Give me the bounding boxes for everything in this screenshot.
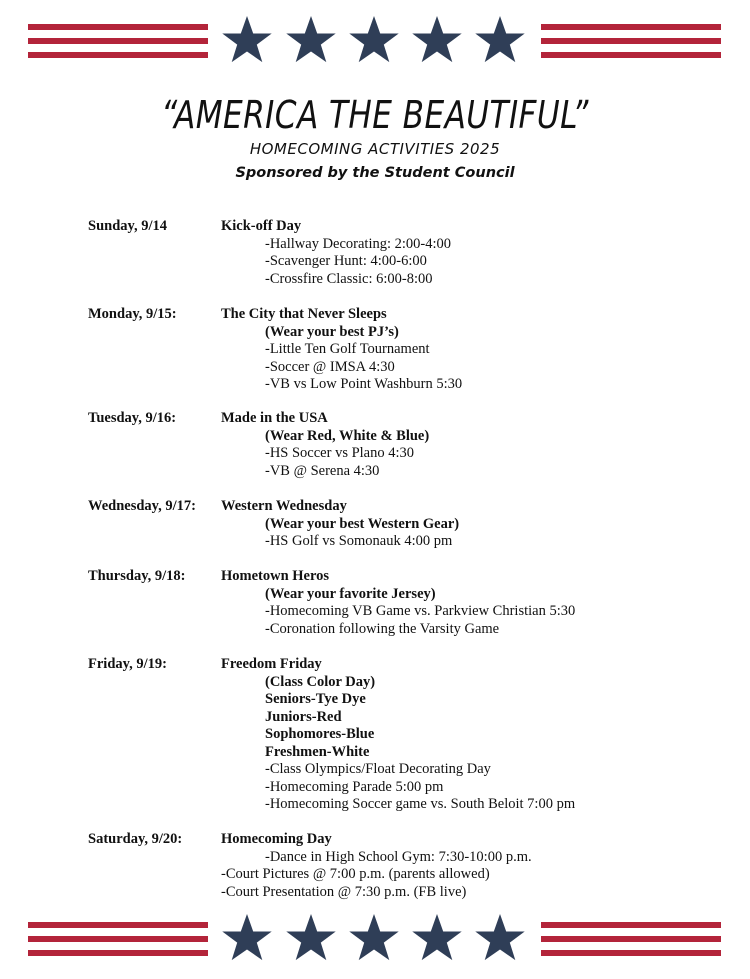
day-note: (Wear your best Western Gear): [265, 515, 460, 532]
day-note: Juniors-Red: [265, 708, 342, 725]
day-theme: Homecoming Day: [221, 831, 332, 847]
day-theme: Hometown Heros: [221, 568, 330, 584]
day-note: (Class Color Day): [265, 673, 376, 690]
stars-row: [212, 908, 537, 968]
day-label: Tuesday, 9/16:: [88, 410, 177, 426]
event-item: -HS Golf vs Somonauk 4:00 pm: [265, 533, 453, 549]
event-item: -HS Soccer vs Plano 4:30: [265, 445, 415, 461]
sponsor-line: Sponsored by the Student Council: [235, 165, 515, 181]
title-block: [0, 92, 750, 184]
day-theme: Kick-off Day: [221, 218, 302, 234]
day-label: Sunday, 9/14: [88, 218, 167, 234]
day-monday: [88, 306, 462, 394]
star-icon: [475, 16, 524, 62]
day-theme: Western Wednesday: [221, 498, 347, 514]
day-label: Friday, 9/19:: [88, 656, 167, 672]
day-theme: Freedom Friday: [221, 656, 322, 672]
stars-row: [212, 10, 537, 70]
left-stripes: [28, 922, 208, 956]
star-icon: [222, 16, 271, 62]
right-stripes: [541, 24, 721, 58]
day-label: Wednesday, 9/17:: [88, 498, 196, 514]
day-friday: [88, 656, 575, 814]
day-wednesday: [88, 498, 459, 551]
event-item: -Court Presentation @ 7:30 p.m. (FB live): [221, 883, 467, 900]
day-note: Sophomores-Blue: [265, 726, 375, 742]
event-item: -VB @ Serena 4:30: [265, 462, 380, 479]
day-note: Freshmen-White: [265, 743, 370, 760]
day-theme: Made in the USA: [221, 410, 328, 426]
star-icon: [286, 16, 335, 62]
day-note: (Wear Red, White & Blue): [265, 427, 430, 444]
day-label: Monday, 9/15:: [88, 306, 177, 322]
day-thursday: [88, 568, 575, 638]
star-icon: [349, 16, 398, 62]
event-item: -Homecoming Soccer game vs. South Beloit 7:00 pm: [265, 796, 576, 812]
day-theme: The City that Never Sleeps: [221, 306, 387, 322]
star-icon: [286, 914, 335, 960]
event-item: -Homecoming VB Game vs. Parkview Christian 5:30: [265, 603, 576, 619]
page-title: “AMERICA THE BEAUTIFUL”: [161, 93, 589, 137]
day-tuesday: [88, 410, 429, 480]
left-stripes: [28, 24, 208, 58]
event-item: -Court Pictures @ 7:00 p.m. (parents allowed): [221, 866, 490, 882]
star-icon: [412, 16, 461, 62]
event-item: -Soccer @ IMSA 4:30: [265, 358, 395, 375]
event-item: -Hallway Decorating: 2:00-4:00: [265, 235, 452, 252]
event-item: -Dance in High School Gym: 7:30-10:00 p.m.: [265, 848, 532, 865]
day-sunday: [88, 218, 451, 288]
star-icon: [412, 914, 461, 960]
event-item: -Class Olympics/Float Decorating Day: [265, 761, 491, 777]
day-note: (Wear your best PJ’s): [265, 323, 399, 340]
bottom-banner: [0, 908, 750, 968]
event-item: -Little Ten Golf Tournament: [265, 341, 430, 357]
day-label: Thursday, 9/18:: [88, 568, 186, 584]
star-icon: [222, 914, 271, 960]
day-label: Saturday, 9/20:: [88, 831, 183, 847]
event-item: -VB vs Low Point Washburn 5:30: [265, 376, 463, 392]
day-note: (Wear your favorite Jersey): [265, 585, 436, 602]
day-saturday: [88, 831, 532, 901]
event-item: -Coronation following the Varsity Game: [265, 620, 500, 637]
star-icon: [349, 914, 398, 960]
event-item: -Homecoming Parade 5:00 pm: [265, 778, 444, 795]
day-note: Seniors-Tye Dye: [265, 691, 366, 707]
right-stripes: [541, 922, 721, 956]
event-item: -Crossfire Classic: 6:00-8:00: [265, 270, 433, 287]
subtitle: HOMECOMING ACTIVITIES 2025: [249, 140, 501, 158]
star-icon: [475, 914, 524, 960]
event-item: -Scavenger Hunt: 4:00-6:00: [265, 253, 427, 269]
top-banner: [0, 10, 750, 70]
